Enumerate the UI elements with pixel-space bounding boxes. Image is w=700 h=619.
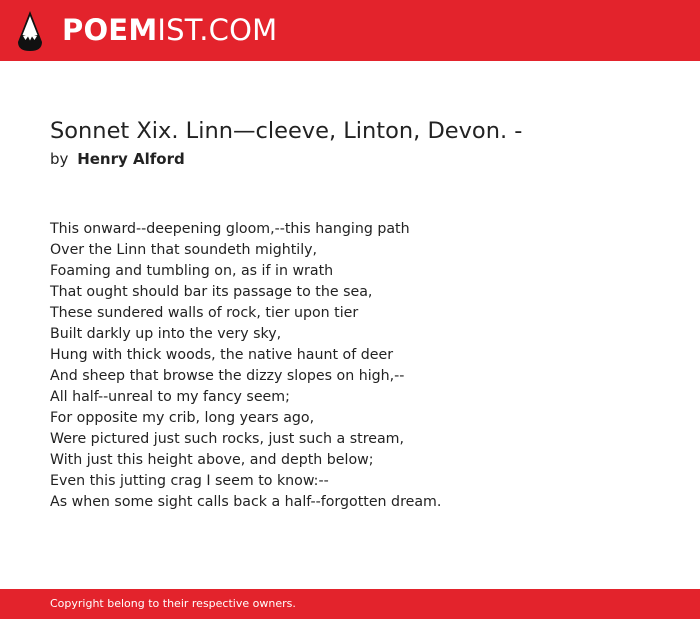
author-name[interactable]: Henry Alford: [77, 150, 185, 168]
poem-line: Over the Linn that soundeth mightily,: [50, 242, 318, 258]
poem-line: With just this height above, and depth below;: [50, 452, 374, 468]
poem-line: For opposite my crib, long years ago,: [50, 410, 315, 426]
site-logo-text[interactable]: [62, 13, 277, 47]
copyright-text: Copyright belong to their respective owners.: [50, 597, 296, 610]
poem-line: Foaming and tumbling on, as if in wrath: [50, 263, 334, 279]
poem-line: Built darkly up into the very sky,: [50, 326, 282, 342]
brand-light: IST.COM: [157, 13, 278, 47]
poem-line: Were pictured just such rocks, just such a stream,: [50, 431, 404, 447]
by-label: by: [50, 150, 69, 168]
poem-line: Hung with thick woods, the native haunt of deer: [50, 347, 394, 363]
poem-line: This onward--deepening gloom,--this hanging path: [50, 221, 410, 237]
poem-line: That ought should bar its passage to the sea,: [50, 284, 373, 300]
brand-strong: POEM: [62, 13, 158, 47]
poem-body: [50, 219, 441, 513]
pencil-tip-icon[interactable]: [17, 10, 43, 52]
byline: [50, 149, 185, 169]
site-header: [0, 0, 700, 61]
poem-line: And sheep that browse the dizzy slopes on high,--: [50, 368, 405, 384]
poem-title: Sonnet Xix. Linn—cleeve, Linton, Devon. -: [50, 118, 523, 144]
poem-line: All half--unreal to my fancy seem;: [50, 389, 290, 405]
site-footer: [0, 589, 700, 619]
poem-line: As when some sight calls back a half--forgotten dream.: [50, 494, 442, 510]
poem-line: These sundered walls of rock, tier upon tier: [50, 305, 359, 321]
poem-line: Even this jutting crag I seem to know:--: [50, 473, 329, 489]
